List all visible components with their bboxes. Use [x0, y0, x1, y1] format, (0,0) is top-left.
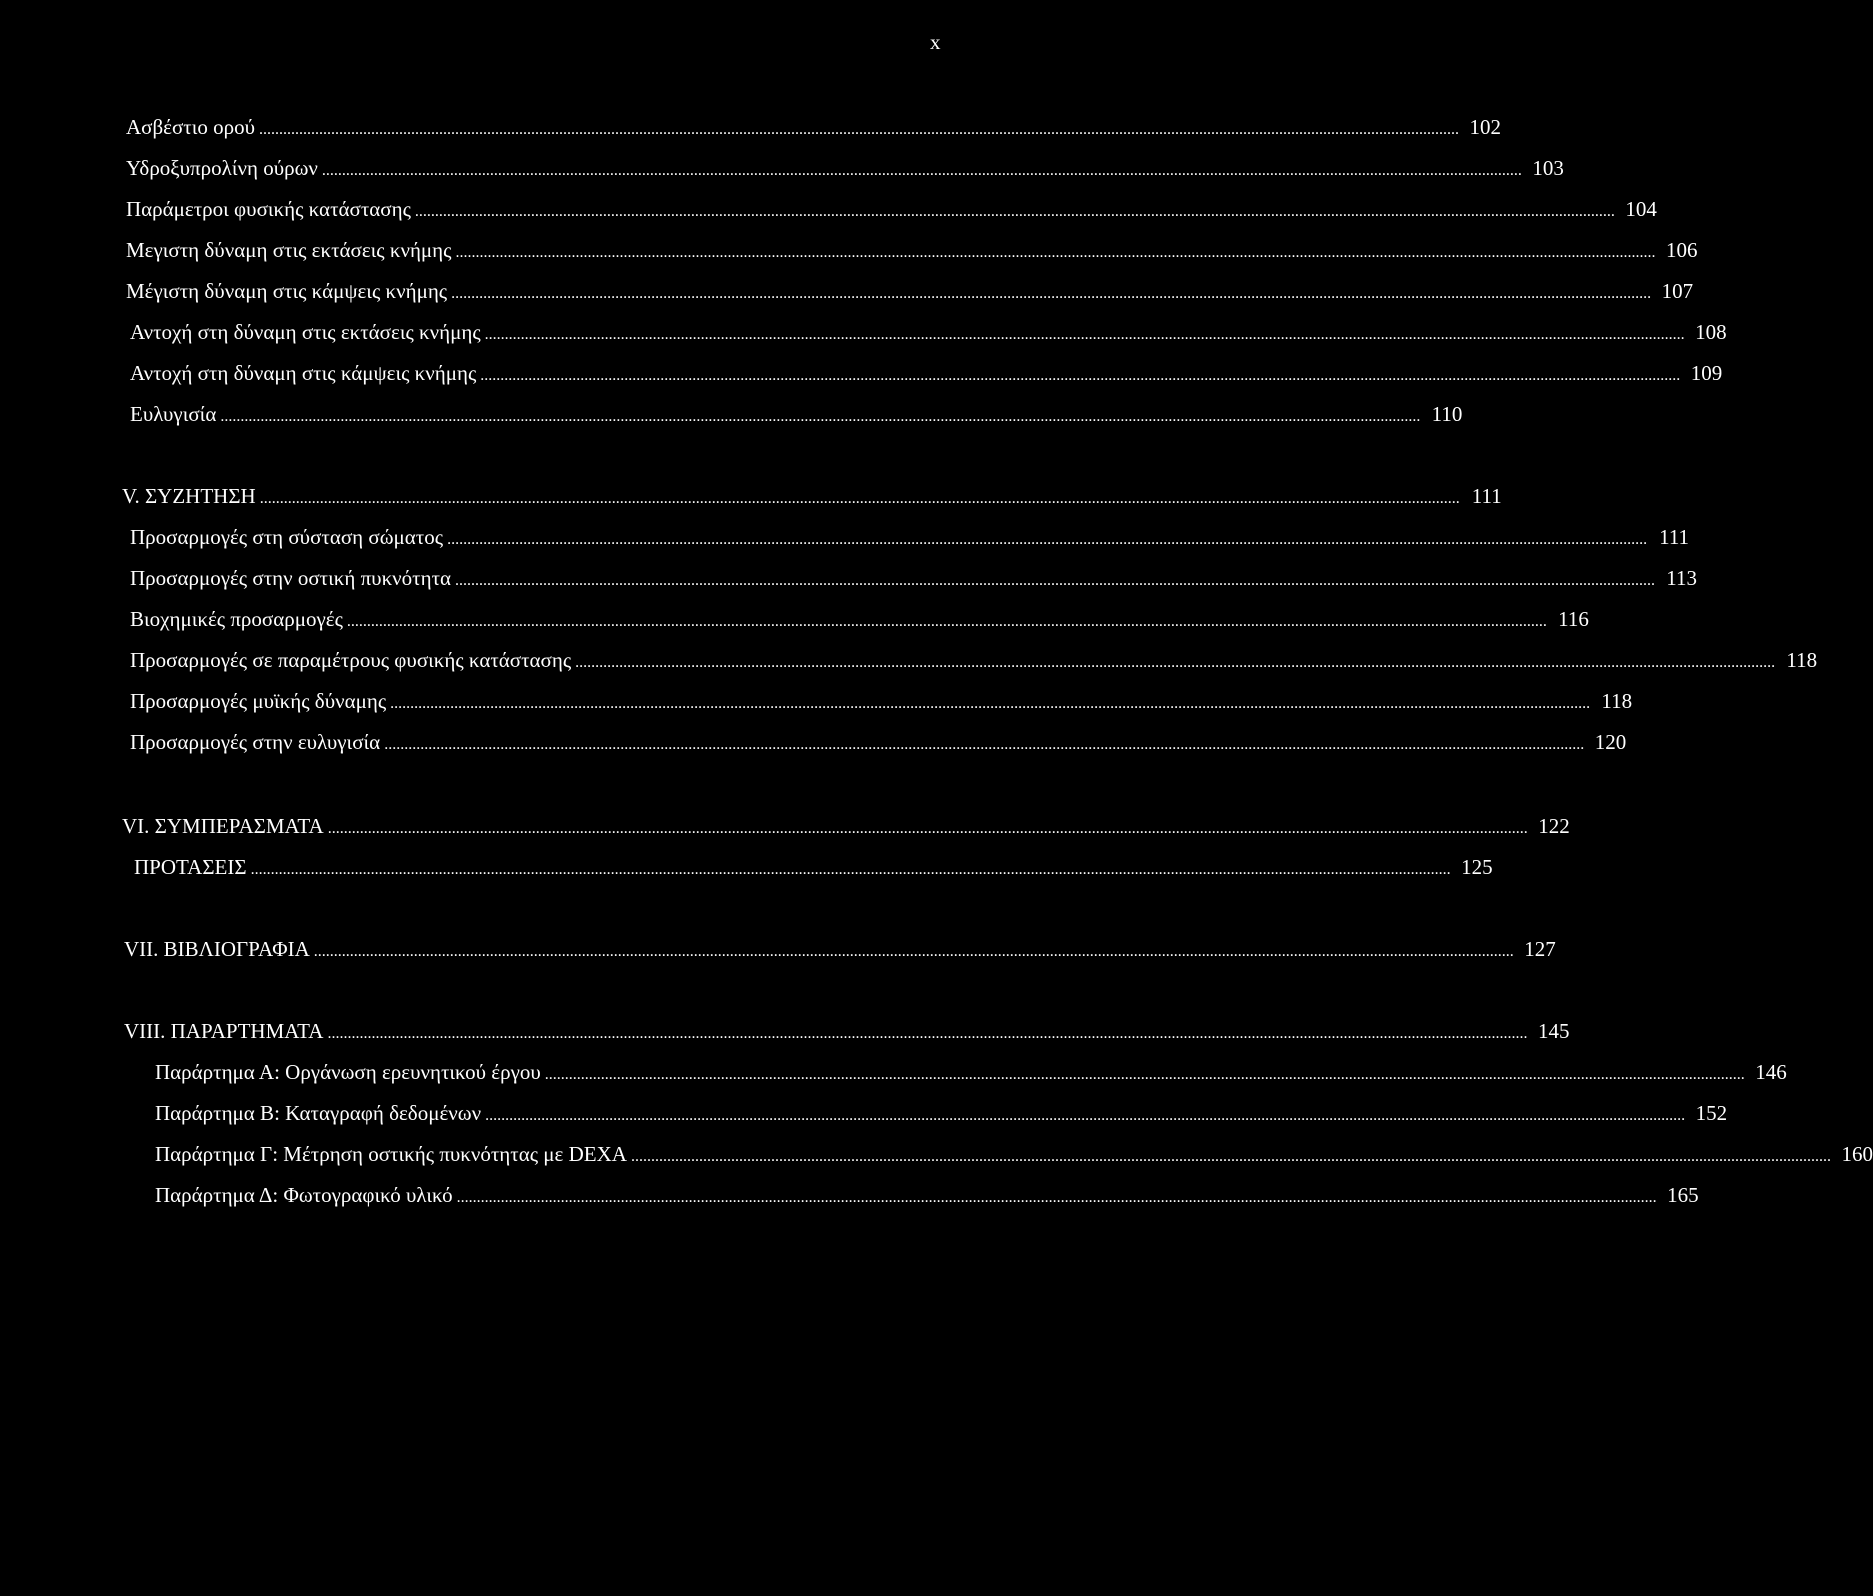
toc-entry-title: Παράμετροι φυσικής κατάστασης: [126, 197, 411, 221]
toc-entry-title: Αντοχή στη δύναμη στις κάμψεις κνήμης: [130, 361, 477, 385]
toc-entry: [155, 1058, 1787, 1089]
toc-entry-title: Προσαρμογές μυϊκής δύναμης: [130, 689, 387, 713]
toc-entry-title: Βιοχημικές προσαρμογές: [130, 607, 343, 631]
dot-leader: ............................................................................................................................................................................................................................................................................................................: [484, 326, 1685, 343]
toc-entry: [134, 853, 1493, 884]
toc-entry-title: VIII. ΠΑΡΑΡΤΗΜΑΤΑ: [124, 1019, 324, 1043]
toc-entry: [130, 318, 1727, 349]
toc-entry: [124, 1017, 1570, 1048]
dot-leader: ............................................................................................................................................................................................................................................................................................................: [480, 367, 1681, 384]
dot-leader: ............................................................................................................................................................................................................................................................................................................: [455, 244, 1656, 261]
toc-entry-page: 104: [1625, 197, 1657, 221]
dot-leader: ............................................................................................................................................................................................................................................................................................................: [544, 1066, 1745, 1083]
toc-entry-page: 111: [1471, 484, 1502, 508]
toc-entry-title: Ευλυγισία: [130, 402, 217, 426]
toc-entry: [130, 605, 1589, 636]
dot-leader: ............................................................................................................................................................................................................................................................................................................: [313, 943, 1514, 960]
dot-leader: ............................................................................................................................................................................................................................................................................................................: [384, 736, 1585, 753]
toc-entry: [155, 1181, 1699, 1212]
toc-entry: [130, 564, 1698, 595]
toc-entry-title: Προσαρμογές σε παραμέτρους φυσικής κατάστασης: [130, 648, 572, 672]
toc-entry-page: 118: [1601, 689, 1633, 713]
toc-entry: [126, 195, 1657, 226]
toc-entry-page: 160: [1841, 1142, 1873, 1166]
toc-entry: [126, 236, 1698, 267]
toc-entry-title: Ασβέστιο ορού: [126, 115, 256, 139]
dot-leader: ............................................................................................................................................................................................................................................................................................................: [414, 203, 1615, 220]
toc-entry-page: 125: [1461, 855, 1493, 879]
toc-entry-title: ΠΡΟΤΑΣΕΙΣ: [134, 855, 247, 879]
dot-leader: ............................................................................................................................................................................................................................................................................................................: [451, 285, 1652, 302]
toc-entry-title: VII. ΒΙΒΛΙΟΓΡΑΦΙΑ: [124, 937, 310, 961]
toc-entry-page: 110: [1431, 402, 1463, 426]
toc-entry-page: 116: [1558, 607, 1589, 631]
toc-entry-page: 107: [1661, 279, 1694, 303]
toc-entry-title: Αντοχή στη δύναμη στις εκτάσεις κνήμης: [130, 320, 481, 344]
toc-entry-page: 118: [1786, 648, 1818, 672]
toc-entry-page: 152: [1695, 1101, 1728, 1125]
toc-entry-title: Υδροξυπρολίνη ούρων: [126, 156, 318, 180]
toc-entry: [130, 728, 1627, 759]
dot-leader: ............................................................................................................................................................................................................................................................................................................: [327, 820, 1528, 837]
dot-leader: ............................................................................................................................................................................................................................................................................................................: [390, 695, 1591, 712]
toc-entry: [130, 646, 1818, 677]
dot-leader: ............................................................................................................................................................................................................................................................................................................: [485, 1107, 1686, 1124]
toc-entry-page: 102: [1469, 115, 1502, 139]
toc-entry: [126, 277, 1694, 308]
toc-entry-page: 109: [1690, 361, 1723, 385]
toc-entry-title: Προσαρμογές στην οστική πυκνότητα: [130, 566, 452, 590]
toc-entry: [122, 812, 1570, 843]
dot-leader: ............................................................................................................................................................................................................................................................................................................: [456, 1189, 1657, 1206]
toc-entry-page: 145: [1537, 1019, 1570, 1043]
toc-entry-page: 106: [1665, 238, 1698, 262]
dot-leader: ............................................................................................................................................................................................................................................................................................................: [447, 531, 1648, 548]
toc-entry-title: Προσαρμογές στην ευλυγισία: [130, 730, 381, 754]
toc-entry-title: Μεγιστη δύναμη στις εκτάσεις κνήμης: [126, 238, 452, 262]
dot-leader: ............................................................................................................................................................................................................................................................................................................: [259, 121, 1460, 138]
toc-entry-title: VI. ΣΥΜΠΕΡΑΣΜΑΤΑ: [122, 814, 324, 838]
toc-entry: [126, 113, 1502, 144]
dot-leader: ............................................................................................................................................................................................................................................................................................................: [630, 1148, 1831, 1165]
toc-entry-title: Παράρτημα Γ: Μέτρηση οστικής πυκνότητας με DEXA: [155, 1142, 627, 1166]
toc-entry-page: 108: [1695, 320, 1727, 344]
toc-entry-page: 146: [1755, 1060, 1787, 1084]
dot-leader: ............................................................................................................................................................................................................................................................................................................: [250, 861, 1451, 878]
toc-entry-title: V. ΣΥΖΗΤΗΣΗ: [122, 484, 256, 508]
toc-entry: [122, 482, 1502, 513]
toc-entry-title: Παράρτημα Α: Οργάνωση ερευνητικού έργου: [155, 1060, 541, 1084]
toc-entry-title: Παράρτημα Δ: Φωτογραφικό υλικό: [155, 1183, 453, 1207]
page-number: x: [930, 30, 941, 54]
toc-entry-title: Παράρτημα Β: Καταγραφή δεδομένων: [155, 1101, 482, 1125]
toc-entry: [155, 1140, 1873, 1171]
toc-entry-page: 111: [1659, 525, 1690, 549]
dot-leader: ............................................................................................................................................................................................................................................................................................................: [259, 490, 1460, 507]
dot-leader: ............................................................................................................................................................................................................................................................................................................: [455, 572, 1656, 589]
toc-entry-title: Προσαρμογές στη σύσταση σώματος: [130, 525, 444, 549]
toc-entry-page: 127: [1524, 937, 1556, 961]
dot-leader: ............................................................................................................................................................................................................................................................................................................: [575, 654, 1776, 671]
toc-entry-page: 165: [1667, 1183, 1699, 1207]
toc-entry: [130, 400, 1463, 431]
toc-entry-page: 113: [1666, 566, 1698, 590]
toc-entry: [126, 154, 1564, 185]
dot-leader: ............................................................................................................................................................................................................................................................................................................: [346, 613, 1547, 630]
dot-leader: ............................................................................................................................................................................................................................................................................................................: [327, 1025, 1528, 1042]
dot-leader: ............................................................................................................................................................................................................................................................................................................: [220, 408, 1421, 425]
toc-entry-page: 103: [1532, 156, 1564, 180]
toc-entry: [130, 523, 1690, 554]
toc-entry: [130, 687, 1633, 718]
toc-entry-title: Μέγιστη δύναμη στις κάμψεις κνήμης: [126, 279, 448, 303]
toc-entry-page: 122: [1538, 814, 1570, 838]
toc-entry-page: 120: [1594, 730, 1627, 754]
toc-entry: [124, 935, 1556, 966]
toc-entry: [130, 359, 1723, 390]
toc-entry: [155, 1099, 1728, 1130]
dot-leader: ............................................................................................................................................................................................................................................................................................................: [321, 162, 1522, 179]
